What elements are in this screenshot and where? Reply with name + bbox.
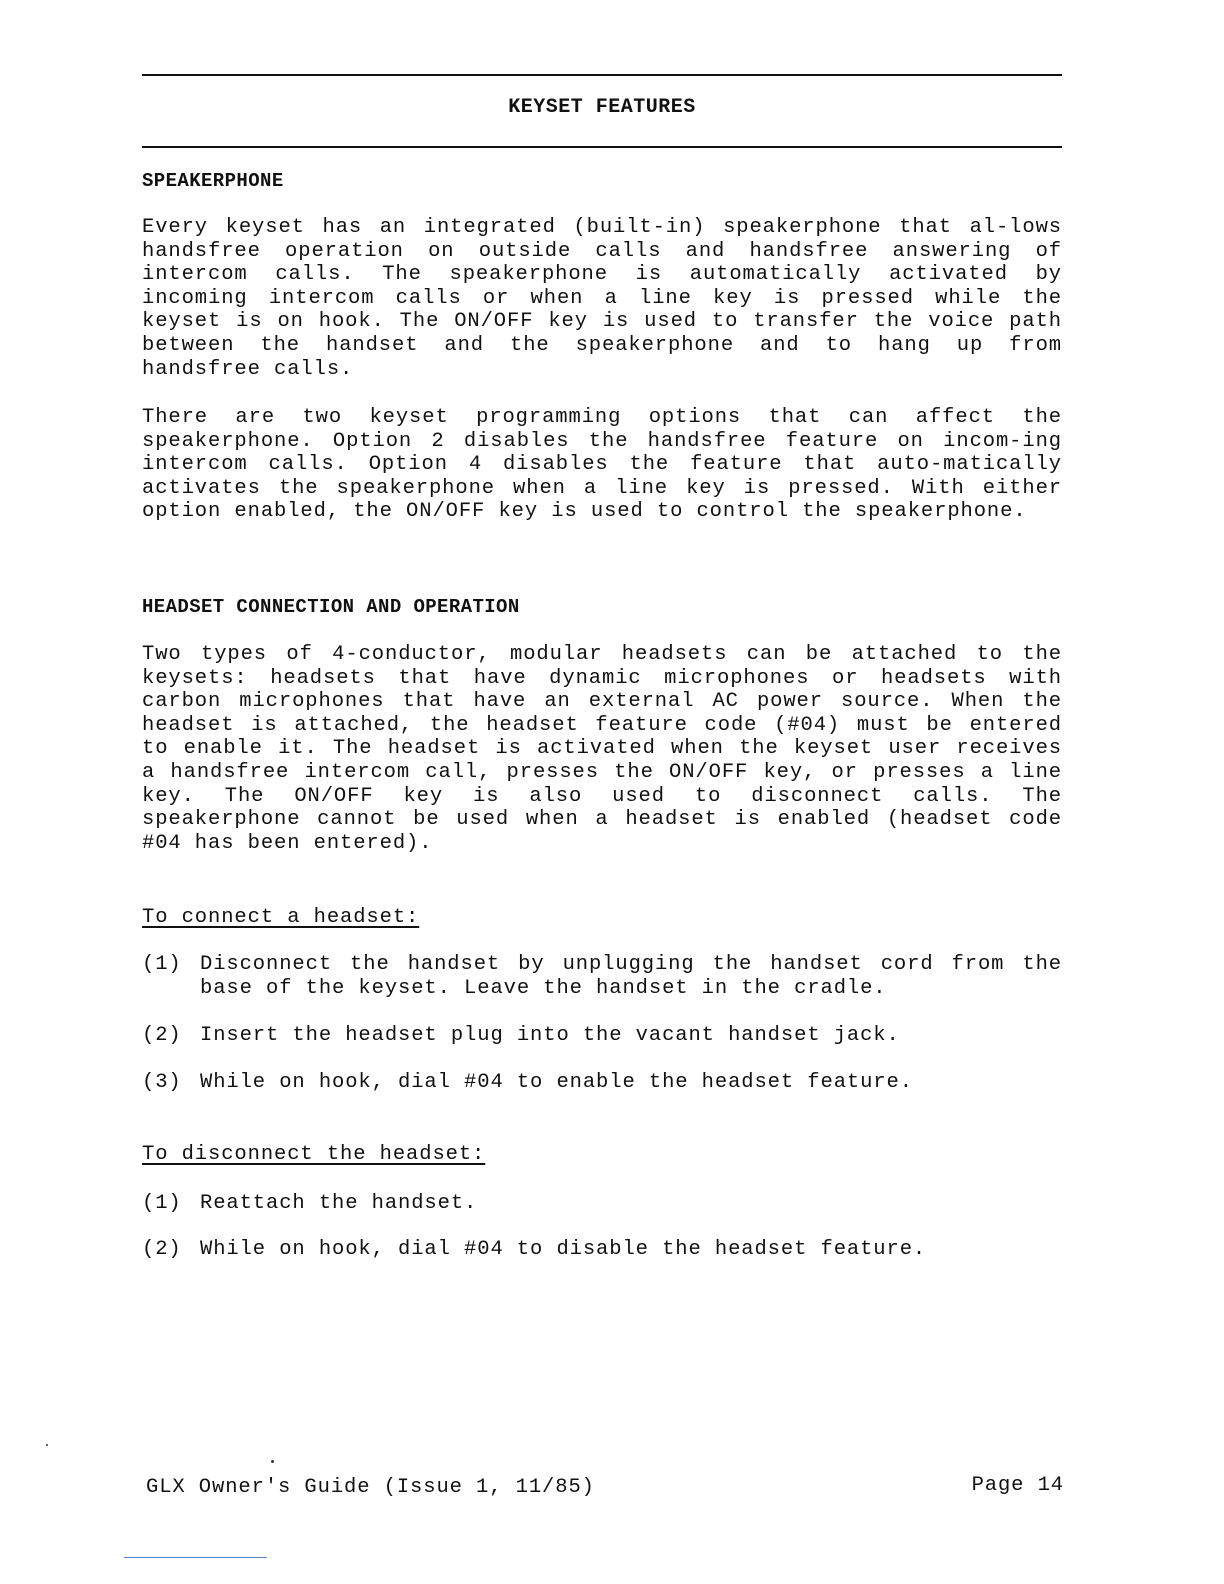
scan-edge-mark <box>124 1557 267 1558</box>
step-number: (2) <box>142 1024 182 1047</box>
speakerphone-paragraph-1: Every keyset has an integrated (built-in) speakerphone that al-lows handsfree operation on outside calls and handsfree answering of intercom calls. The speakerphone is automatically activated by incoming intercom calls or when a line key is pressed while the keyset is on hook. The ON/OFF key is used to transfer the voice path between the handset and the speakerphone and to hang up from handsfree calls. <box>142 216 1062 381</box>
footer-page-number: Page 14 <box>971 1474 1064 1497</box>
scan-speck <box>271 1460 274 1463</box>
step-text: While on hook, dial #04 to disable the headset feature. <box>200 1238 927 1261</box>
speakerphone-heading: SPEAKERPHONE <box>142 170 284 192</box>
headset-heading: HEADSET CONNECTION AND OPERATION <box>142 596 520 618</box>
connect-step-3 <box>142 1071 1062 1095</box>
step-number: (3) <box>142 1071 182 1094</box>
footer-guide-title: GLX Owner's Guide (Issue 1, 11/85) <box>146 1476 595 1499</box>
page-title: KEYSET FEATURES <box>508 96 696 119</box>
step-number: (1) <box>142 1192 182 1215</box>
disconnect-step-1 <box>142 1192 1062 1216</box>
step-text: Insert the headset plug into the vacant handset jack. <box>200 1024 900 1047</box>
disconnect-step-2 <box>142 1238 1062 1262</box>
step-number: (2) <box>142 1238 182 1261</box>
step-text: While on hook, dial #04 to enable the headset feature. <box>200 1071 913 1094</box>
connect-headset-heading: To connect a headset: <box>142 906 420 929</box>
connect-step-2 <box>142 1024 1062 1048</box>
step-text: Disconnect the handset by unplugging the handset cord from the base of the keyset. Leave the handset in the cradle. <box>200 953 1062 1000</box>
headset-paragraph: Two types of 4-conductor, modular headsets can be attached to the keysets: headsets that have dynamic microphones or headsets with carbon microphones that have an external AC power source. When the headset is attached, the headset feature code (#04) must be entered to enable it. The headset is activated when the keyset user receives a handsfree intercom call, presses the ON/OFF key, or presses a line key. The ON/OFF key is also used to disconnect calls. The speakerphone cannot be used when a headset is enabled (headset code #04 has been entered). <box>142 643 1062 855</box>
header-bottom-rule <box>142 146 1062 148</box>
speakerphone-paragraph-2: There are two keyset programming options that can affect the speakerphone. Option 2 disables the handsfree feature on incom-ing intercom calls. Option 4 disables the feature that auto-matically activates the speakerphone when a line key is pressed. With either option enabled, the ON/OFF key is used to control the speakerphone. <box>142 406 1062 524</box>
step-text: Reattach the handset. <box>200 1192 478 1215</box>
step-number: (1) <box>142 953 182 976</box>
disconnect-headset-heading: To disconnect the headset: <box>142 1143 486 1166</box>
scan-speck <box>46 1444 48 1446</box>
connect-step-1 <box>142 953 1062 1001</box>
header-top-rule <box>142 74 1062 76</box>
